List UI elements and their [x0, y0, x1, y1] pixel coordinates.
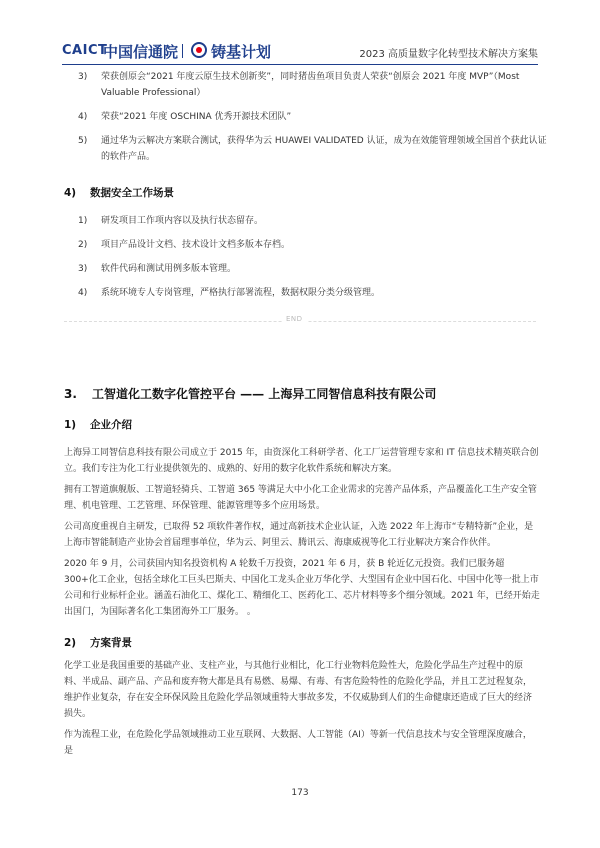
list-number: 2)	[78, 240, 88, 250]
foundation-plan-logo-text: 铸基计划	[211, 43, 272, 61]
heading-title: 数据安全工作场景	[90, 187, 174, 199]
header-divider	[62, 64, 538, 65]
list-item	[0, 237, 600, 253]
list-number: 5)	[78, 136, 88, 146]
subsection-heading	[0, 417, 600, 433]
paragraph: 拥有工智道旗舰版、工智道轻骑兵、工智道 365 等满足大中小化工企业需求的完善产品体系，产品覆盖化工生产安全管理、机电管理、工艺管理、环保管理、能源管理等多个应用场景。	[64, 485, 537, 511]
list-number: 4)	[78, 112, 88, 122]
logo-divider	[182, 44, 183, 58]
list-item	[0, 213, 600, 229]
list-text: 研发项目工作项内容以及执行状态留存。	[101, 216, 264, 226]
award-item	[0, 133, 600, 165]
section-number: 3.	[64, 387, 77, 401]
award-item	[0, 69, 600, 101]
heading-number: 1)	[64, 419, 77, 431]
heading-number: 4)	[64, 187, 77, 199]
list-text: 通过华为云解决方案联合测试，获得华为云 HUAWEI VALIDATED 认证，成为在效能管理领域全国首个获此认证的软件产品。	[101, 136, 547, 162]
heading-number: 2)	[64, 637, 77, 649]
list-text: 荣获“2021 年度 OSCHINA 优秀开源技术团队”	[101, 112, 292, 122]
subsection-heading	[0, 185, 600, 201]
section-heading	[0, 385, 600, 403]
list-text: 荣获创原会“2021 年度云原生技术创新奖”，同时猪齿鱼项目负责人荣获“创原会 2021 年度 MVP”（Most Valuable Professional）	[101, 72, 520, 98]
subsection-heading	[0, 635, 600, 651]
list-text: 系统环境专人专岗管理，严格执行部署流程，数据权限分类分级管理。	[101, 288, 381, 298]
end-label: END	[282, 315, 307, 323]
award-item	[0, 109, 600, 125]
list-number: 3)	[78, 264, 88, 274]
paragraph: 作为流程工业，在危险化学品领域推动工业互联网、大数据、人工智能（AI）等新一代信息技术与安全管理深度融合，是	[64, 730, 532, 756]
end-marker	[0, 314, 600, 328]
paragraph: 公司高度重视自主研发，已取得 52 项软件著作权，通过高新技术企业认证，入选 2022 年上海市“专精特新”企业，是上海市智能制造产业协会首届理事单位，华为云、阿里云、腾讯云、海康威视等化工行业解决方案合作伙伴。	[64, 522, 534, 548]
document-title: 2023 高质量数字化转型技术解决方案集	[359, 49, 538, 60]
list-number: 3)	[78, 72, 88, 82]
caict-logo-text: 中国信通院	[103, 43, 179, 61]
heading-title: 方案背景	[90, 637, 132, 649]
caict-logo: CAICT	[62, 43, 108, 58]
page-number: 173	[291, 788, 309, 798]
list-number: 1)	[78, 216, 88, 226]
list-text: 项目产品设计文档、技术设计文档多版本存档。	[101, 240, 291, 250]
section-title: 工智道化工数字化管控平台 —— 上海异工同智信息科技有限公司	[92, 387, 437, 401]
paragraph: 上海异工同智信息科技有限公司成立于 2015 年，由资深化工科研学者、化工厂运营管理专家和 IT 信息技术精英联合创立。我们专注为化工行业提供领先的、成熟的、好用的数字化软件系统和解决方案。	[64, 448, 539, 474]
foundation-plan-logo-icon	[191, 42, 207, 58]
paragraph: 化学工业是我国重要的基础产业、支柱产业，与其他行业相比，化工行业物料危险性大，危险化学品生产过程中的原料、半成品、副产品、产品和废弃物大都是具有易燃、易爆、有毒、有害危险特性的危险化学品，并且工艺过程复杂，维护作业复杂，存在安全环保风险且危险化学品领域重特大事故多发，不仅威胁到人们的生命健康还造成了巨大的经济损失。	[64, 661, 533, 719]
page-header	[0, 0, 600, 66]
list-item	[0, 285, 600, 301]
paragraph: 2020 年 9 月，公司获国内知名投资机构 A 轮数千万投资，2021 年 6 月，获 B 轮近亿元投资。我们已服务超 300+化工企业，包括全球化工巨头巴斯夫、中国化工龙头企业万华化学、大型国有企业中国石化、中国中化等一批上市公司和行业标杆企业。涵盖石油化工、煤化工、精细化工、医药化工、芯片材料等多个细分领域。2021 年，已经开始走出国门，为国际著名化工集团海外工厂服务。 。	[64, 559, 540, 617]
list-text: 软件代码和测试用例多版本管理。	[101, 264, 237, 274]
page-content	[0, 66, 600, 759]
list-item	[0, 261, 600, 277]
list-number: 4)	[78, 288, 88, 298]
heading-title: 企业介绍	[90, 419, 132, 431]
